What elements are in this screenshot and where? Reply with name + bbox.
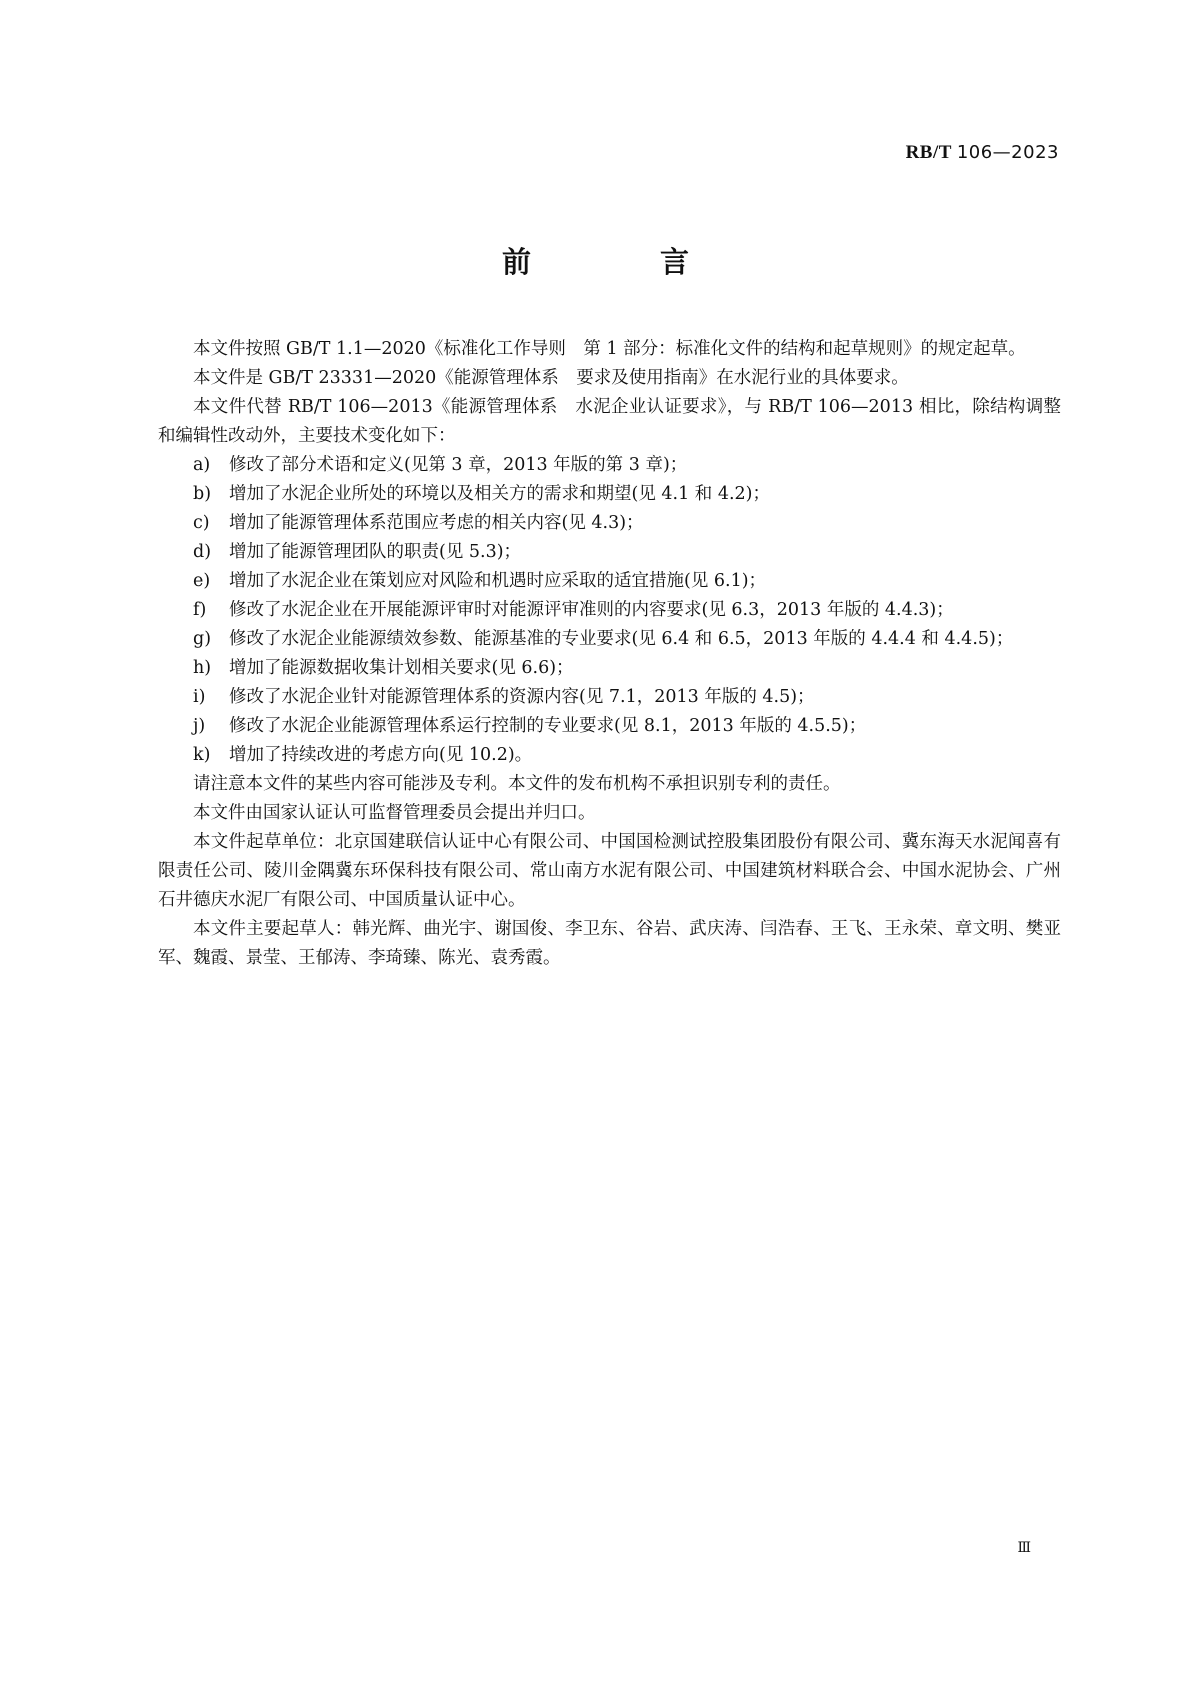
paragraph: 本文件按照 GB/T 1.1—2020《标准化工作导则 第 1 部分：标准化文件的结构和起草规则》的规定起草。 xyxy=(193,339,1026,359)
list-item-text: 修改了水泥企业针对能源管理体系的资源内容(见 7.1，2013 年版的 4.5)； xyxy=(229,687,815,707)
list-item xyxy=(158,596,1061,625)
patent-notice: 请注意本文件的某些内容可能涉及专利。本文件的发布机构不承担识别专利的责任。 xyxy=(193,774,841,794)
list-item xyxy=(158,567,1061,596)
list-item-label: k) xyxy=(193,745,211,765)
list-item-text: 增加了能源数据收集计划相关要求(见 6.6)； xyxy=(229,658,574,678)
list-item-label: h) xyxy=(193,658,212,678)
list-item-label: b) xyxy=(193,484,212,504)
list-item xyxy=(158,683,1061,712)
list-item xyxy=(158,480,1061,509)
list-item-text: 修改了水泥企业在开展能源评审时对能源评审准则的内容要求(见 6.3，2013 年版的 4.4.3)； xyxy=(229,600,954,620)
list-item-text: 修改了部分术语和定义(见第 3 章，2013 年版的第 3 章)； xyxy=(229,455,688,475)
drafters-paragraph: 本文件主要起草人：韩光辉、曲光宇、谢国俊、李卫东、谷岩、武庆涛、闫浩春、王飞、王永荣、章文明、樊亚军、魏霞、景莹、王郁涛、李琦臻、陈光、袁秀霞。 xyxy=(158,919,1061,968)
list-item-text: 修改了水泥企业能源绩效参数、能源基准的专业要求(见 6.4 和 6.5，2013 年版的 4.4.4 和 4.4.5)； xyxy=(229,629,1014,649)
document-code xyxy=(906,142,1059,164)
paragraph: 本文件是 GB/T 23331—2020《能源管理体系 要求及使用指南》在水泥行业的具体要求。 xyxy=(193,368,909,388)
list-item xyxy=(158,538,1061,567)
change-list xyxy=(158,451,1061,770)
list-item-text: 增加了持续改进的考虑方向(见 10.2)。 xyxy=(229,745,533,765)
page-number: Ⅲ xyxy=(1017,1540,1031,1556)
list-item xyxy=(158,509,1061,538)
list-item-text: 增加了能源管理团队的职责(见 5.3)； xyxy=(229,542,522,562)
list-item xyxy=(158,712,1061,741)
list-item-label: d) xyxy=(193,542,212,562)
list-item-label: e) xyxy=(193,571,211,591)
list-item-label: i) xyxy=(193,687,206,707)
list-item xyxy=(158,741,1061,770)
list-item-label: j) xyxy=(193,716,206,736)
document-code-prefix: RB/T xyxy=(905,142,952,163)
document-code-number: 106—2023 xyxy=(956,142,1059,163)
list-item xyxy=(158,654,1061,683)
list-item-text: 增加了水泥企业所处的环境以及相关方的需求和期望(见 4.1 和 4.2)； xyxy=(229,484,771,504)
drafting-units-paragraph: 本文件起草单位：北京国建联信认证中心有限公司、中国国检测试控股集团股份有限公司、冀东海天水泥闻喜有限责任公司、陵川金隅冀东环保科技有限公司、常山南方水泥有限公司、中国建筑材料联合会、中国水泥协会、广州石井德庆水泥厂有限公司、中国质量认证中心。 xyxy=(158,832,1061,910)
proposer-paragraph: 本文件由国家认证认可监督管理委员会提出并归口。 xyxy=(193,803,596,823)
list-item-text: 增加了水泥企业在策划应对风险和机遇时应采取的适宜措施(见 6.1)； xyxy=(229,571,767,591)
list-item-label: c) xyxy=(193,513,210,533)
list-item xyxy=(158,451,1061,480)
list-item-text: 增加了能源管理体系范围应考虑的相关内容(见 4.3)； xyxy=(229,513,644,533)
paragraph: 本文件代替 RB/T 106—2013《能源管理体系 水泥企业认证要求》，与 RB/T 106—2013 相比，除结构调整和编辑性改动外，主要技术变化如下： xyxy=(158,397,1061,446)
list-item xyxy=(158,625,1061,654)
list-item-label: g) xyxy=(193,629,212,649)
list-item-text: 修改了水泥企业能源管理体系运行控制的专业要求(见 8.1，2013 年版的 4.5.5)； xyxy=(229,716,867,736)
page-title: 前 言 xyxy=(501,245,739,279)
foreword-body xyxy=(158,335,1061,973)
list-item-label: a) xyxy=(193,455,211,475)
list-item-label: f) xyxy=(193,600,207,620)
